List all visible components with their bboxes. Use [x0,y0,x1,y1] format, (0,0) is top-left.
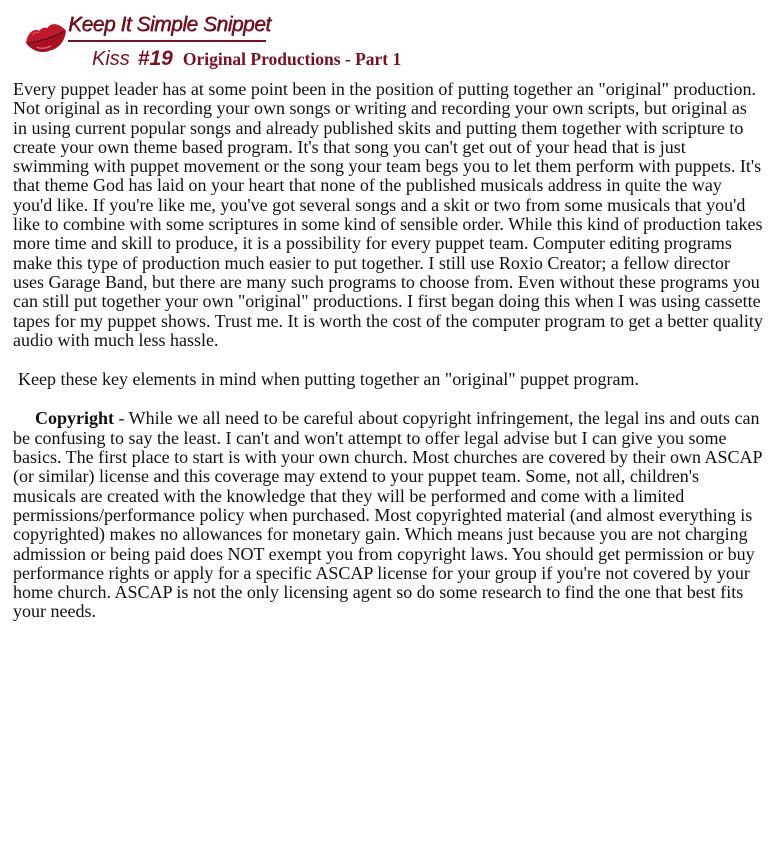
article-title: Original Productions - Part 1 [182,49,402,69]
copyright-text: - While we all need to be careful about copyright infringement, the legal ins and outs can be confusing to say the least. I can't and won't attempt to offer legal advise but I can give you some basics. The first place to start is with your own church. Most churches are covered by their own ASCAP (or similar) license and this coverage may extend to your puppet team. Some, not all, children's musicals are created with the knowledge that they will be performed and come with a limited permissions/performance policy when purchased. Most copyrighted material (and almost everything is copyrighted) makes no allowances for monetary gain. Which means just because you are not charging admission or being paid does NOT exempt you from copyright laws. You should get permission or buy performance rights or apply for a specific ASCAP license for your group if you're not covered by your home church. ASCAP is not the only licensing agent so do some research to find the one that best fits your needs. [13,408,762,622]
snippet-heading [92,48,401,69]
page-header [20,6,760,72]
kiss-label: Kiss [92,48,130,70]
kiss-number: #19 [137,47,173,70]
brand-title: Keep It Simple Snippet [68,13,271,36]
paragraph-intro: Every puppet leader has at some point been in the position of putting together an "original" production. Not original as in recording your own songs or writing and recording your own scripts, but original as in using current popular songs and already published skits and putting them together with scripture to create your own theme based program. It's that song you can't get out of your head that is just swimming with puppet movement or the song your team begs you to let them perform with puppets. It's that theme God has laid on your heart that none of the published musicals address in quite the way you'd like. If you're like me, you've got several songs and a skit or two from some musicals that you'd like to combine with some scriptures in some kind of sensible order. While this kind of production takes more time and skill to produce, it is a possibility for every puppet team. Computer editing programs make this type of production much easier to put together. I still use Roxio Creator; a fellow director uses Garage Band, but there are many such programs to choose from. Even without these programs you can still put together your own "original" productions. I first began doing this when I was using cassette tapes for my puppet shows. Trust me. It is worth the cost of the computer program to get a better quality audio with much less hassle. [13,79,763,350]
brand-underline [68,40,266,42]
copyright-term: Copyright [35,408,115,429]
paragraph-copyright [13,409,763,621]
article-body [13,80,763,622]
paragraph-key-elements: Keep these key elements in mind when putting together an "original" puppet program. [18,369,640,390]
red-lips-kiss-icon [22,18,70,56]
